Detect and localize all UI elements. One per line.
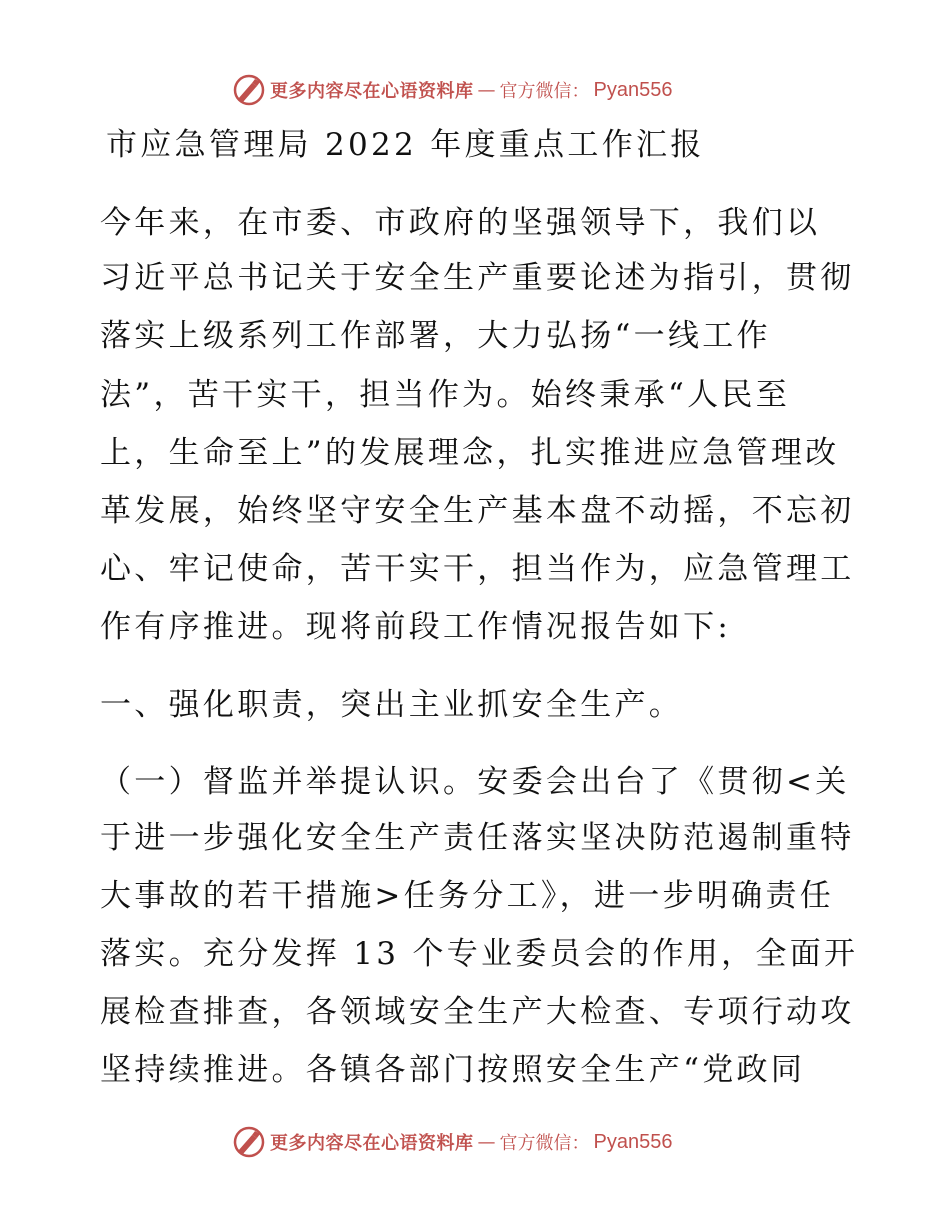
paragraph-line: 大事故的若干措施>任务分工》，进一步明确责任 bbox=[100, 878, 835, 914]
watermark-text: 更多内容尽在心语资料库 bbox=[270, 81, 474, 102]
paragraph-line: 展检查排查，各领域安全生产大检查、专项行动攻 bbox=[100, 994, 855, 1030]
paragraph-line: 心、牢记使命，苦干实干，担当作为，应急管理工 bbox=[100, 551, 855, 587]
paragraph-line: 落实。充分发挥 13 个专业委员会的作用，全面开 bbox=[100, 936, 859, 972]
paragraph-line: 作有序推进。现将前段工作情况报告如下: bbox=[100, 609, 732, 645]
paragraph-line: （一）督监并举提认识。安委会出台了《贯彻<关 bbox=[100, 764, 850, 800]
paragraph-line: 法”，苦干实干，担当作为。始终秉承“人民至 bbox=[100, 377, 790, 413]
paragraph-line: 今年来，在市委、市政府的坚强领导下，我们以 bbox=[100, 205, 821, 241]
watermark-text: 更多内容尽在心语资料库 bbox=[270, 1133, 474, 1154]
paragraph-line: 革发展，始终坚守安全生产基本盘不动摇，不忘初 bbox=[100, 493, 855, 529]
pen-logo-icon bbox=[232, 1125, 266, 1159]
watermark-wechat-id: Pyan556 bbox=[593, 78, 673, 101]
paragraph-line: 上，生命至上”的发展理念，扎实推进应急管理改 bbox=[100, 435, 840, 471]
watermark-header bbox=[232, 73, 672, 107]
document-title: 市应急管理局 2022 年度重点工作汇报 bbox=[106, 127, 705, 163]
watermark-label: 官方微信： bbox=[499, 1133, 590, 1154]
watermark-label: 官方微信： bbox=[499, 81, 590, 102]
section-heading: 一、强化职责，突出主业抓安全生产。 bbox=[100, 687, 684, 723]
watermark-separator: — bbox=[477, 1131, 496, 1153]
pen-logo-icon bbox=[232, 73, 266, 107]
paragraph-line: 习近平总书记关于安全生产重要论述为指引，贯彻 bbox=[100, 260, 855, 296]
watermark-footer bbox=[232, 1125, 672, 1159]
watermark-wechat-id: Pyan556 bbox=[593, 1130, 673, 1153]
watermark-separator: — bbox=[477, 79, 496, 101]
paragraph-line: 落实上级系列工作部署，大力弘扬“一线工作 bbox=[100, 318, 771, 354]
paragraph-line: 坚持续推进。各镇各部门按照安全生产“党政同 bbox=[100, 1052, 806, 1088]
paragraph-line: 于进一步强化安全生产责任落实坚决防范遏制重特 bbox=[100, 820, 855, 856]
